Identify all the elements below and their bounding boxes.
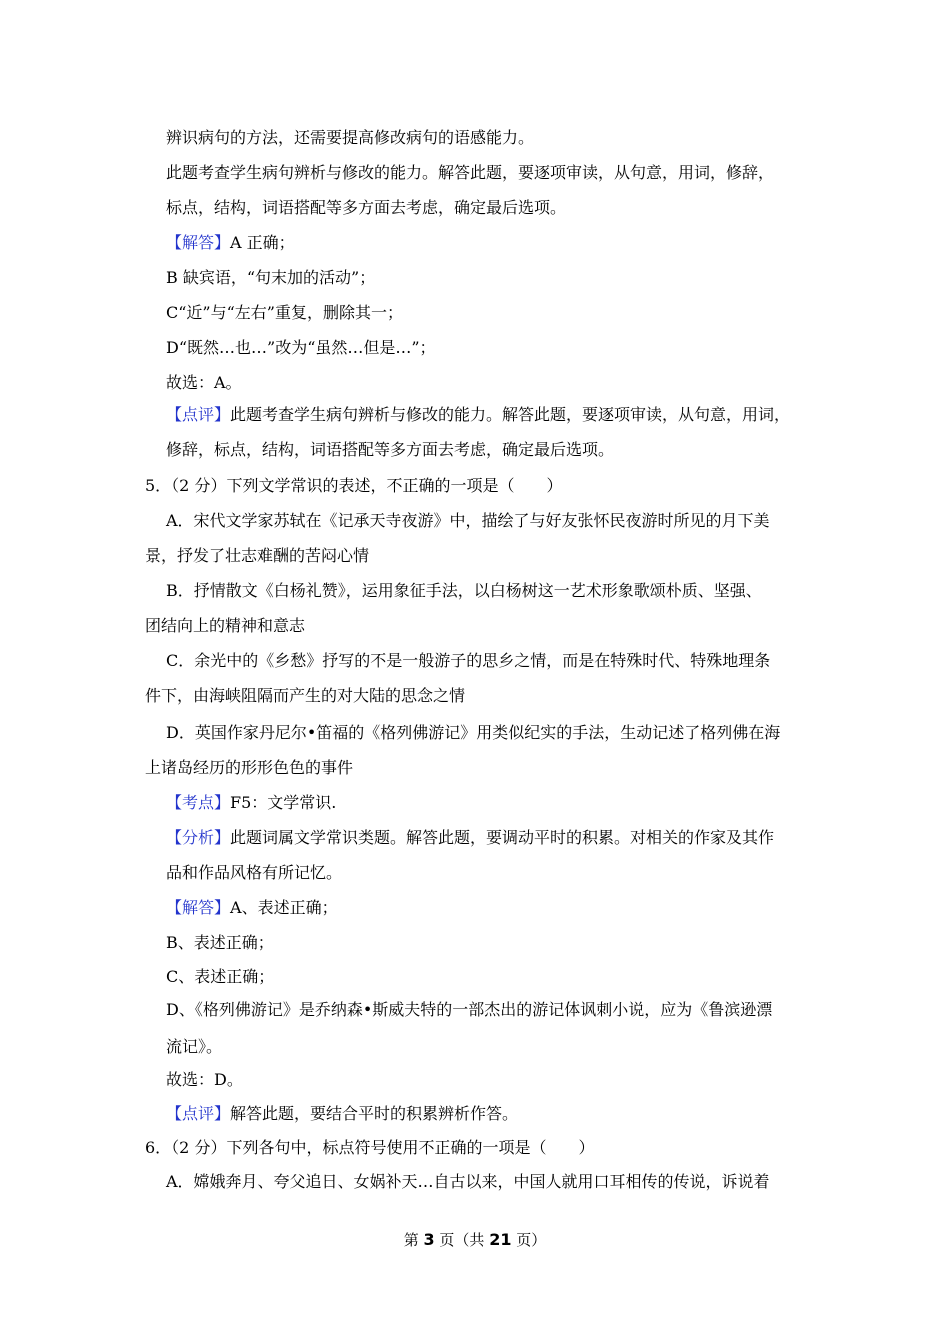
comment-text: 此题考查学生病句辨析与修改的能力。解答此题，要逐项审读，从句意，用词， (230, 405, 791, 424)
fenxi-text: 此题词属文学常识类题。解答此题，要调动平时的积累。对相关的作家及其作 (230, 828, 775, 847)
fenxi-line: 品和作品风格有所记忆。 (166, 863, 343, 882)
question-6: 6．（2 分）下列各句中，标点符号使用不正确的一项是（ ） (145, 1138, 595, 1157)
answer-text: A 正确； (230, 233, 295, 252)
option-a-cont: 景，抒发了壮志难酬的苦闷心情 (145, 546, 370, 565)
kaodian-tag: 【考点】 (166, 793, 231, 812)
answer-tag: 【解答】 (166, 233, 231, 252)
option-b-cont: 团结向上的精神和意志 (145, 616, 306, 635)
page-footer (0, 1230, 950, 1250)
option-c-cont: 件下，由海峡阻隔而产生的对大陆的思念之情 (145, 686, 466, 705)
option-c: C．余光中的《乡愁》抒写的不是一般游子的思乡之情，而是在特殊时代、特殊地理条 (166, 651, 771, 670)
answer-line: 流记》。 (166, 1037, 223, 1056)
answer-line: C“近”与“左右”重复，删除其一； (166, 303, 403, 322)
option-a: A．宋代文学家苏轼在《记承天寺夜游》中，描绘了与好友张怀民夜游时所见的月下美 (166, 511, 770, 530)
comment-text: 解答此题，要结合平时的积累辨析作答。 (230, 1104, 519, 1123)
answer-tag: 【解答】 (166, 898, 231, 917)
fenxi-tag: 【分析】 (166, 828, 231, 847)
kaodian-text: F5：文学常识. (230, 793, 337, 812)
choice-line: 故选：A。 (166, 373, 242, 392)
answer-line: C、表述正确； (166, 967, 275, 986)
answer-line: B、表述正确； (166, 933, 274, 952)
option-a: A．嫦娥奔月、夸父追日、女娲补天…自古以来，中国人就用口耳相传的传说，诉说着 (166, 1172, 770, 1191)
text-line: 辨识病句的方法，还需要提高修改病句的语感能力。 (166, 128, 535, 147)
answer-line (166, 233, 295, 253)
question-5: 5．（2 分）下列文学常识的表述，不正确的一项是（ ） (145, 476, 563, 495)
comment-tag: 【点评】 (166, 405, 231, 424)
comment-line: 修辞，标点，结构，词语搭配等多方面去考虑，确定最后选项。 (166, 440, 615, 459)
footer-middle: 页（共 (434, 1231, 490, 1249)
option-d: D．英国作家丹尼尔•笛福的《格列佛游记》用类似纪实的手法，生动记述了格列佛在海 (166, 723, 781, 742)
footer-suffix: 页） (511, 1231, 547, 1249)
option-b: B．抒情散文《白杨礼赞》，运用象征手法，以白杨树这一艺术形象歌颂朴质、坚强、 (166, 581, 762, 600)
answer-line: D、《格列佛游记》是乔纳森•斯威夫特的一部杰出的游记体讽刺小说，应为《鲁滨逊漂 (166, 1000, 773, 1019)
comment-line (166, 1104, 518, 1124)
answer-line: D“既然…也…”改为“虽然…但是…”； (166, 338, 436, 357)
answer-line: B 缺宾语，“句末加的活动”； (166, 268, 376, 287)
fenxi-line (166, 828, 774, 848)
answer-line (166, 898, 338, 918)
kaodian-line (166, 793, 336, 813)
comment-line (166, 405, 790, 425)
footer-prefix: 第 (403, 1231, 424, 1249)
analysis-line: 标点，结构，词语搭配等多方面去考虑，确定最后选项。 (166, 198, 567, 217)
answer-text: A、表述正确； (230, 898, 338, 917)
choice-line: 故选：D。 (166, 1070, 243, 1089)
analysis-line: 此题考查学生病句辨析与修改的能力。解答此题，要逐项审读，从句意，用词，修辞， (166, 163, 775, 182)
comment-tag: 【点评】 (166, 1104, 231, 1123)
total-pages: 21 (489, 1230, 512, 1249)
option-d-cont: 上诸岛经历的形形色色的事件 (145, 758, 354, 777)
page-number: 3 (423, 1230, 435, 1249)
